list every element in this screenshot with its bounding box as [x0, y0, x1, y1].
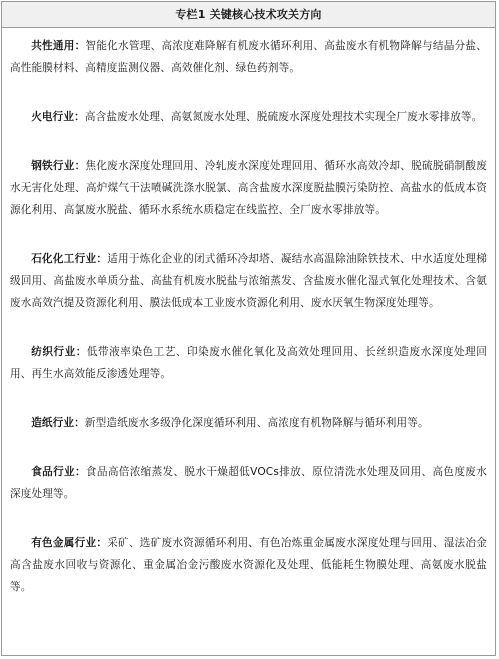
info-box: [1, 1, 496, 656]
section-label: 有色金属行业：: [31, 537, 108, 549]
section-text: 焦化废水深度处理回用、冷轧废水深度处理回用、循环水高效冷却、脱硫脱硝制酸废水无害化处理、高炉煤气干法喷碱洗涤水脱氯、高含盐废水深度脱盐膜污染防控、高盐水的低成本资源化利用、高氯废水脱盐、循环水系统水质稳定在线监控、全厂废水零排放等。: [10, 160, 488, 216]
section-text: 采矿、选矿废水资源循环利用、有色冶炼重金属废水深度处理与回用、湿法冶金高含盐废水回收与资源化、重金属冶金污酸废水资源化及处理、低能耗生物膜处理、高氨废水脱盐等。: [10, 537, 487, 593]
section-steel: [10, 155, 487, 221]
section-nonferrous: [10, 532, 487, 598]
section-label: 食品行业：: [31, 466, 86, 478]
section-common: [10, 35, 487, 79]
section-label: 火电行业：: [31, 111, 85, 123]
section-label: 石化化工行业：: [31, 253, 108, 265]
section-text: 高含盐废水处理、高氨氮废水处理、脱硫废水深度处理技术实现全厂废水零排放等。: [84, 111, 483, 123]
box-title: 专栏1 关键核心技术攻关方向: [2, 2, 495, 28]
section-label: 造纸行业：: [31, 417, 85, 429]
section-thermal-power: [10, 106, 487, 128]
section-text: 智能化水管理、高浓度难降解有机废水循环利用、高盐废水有机物降解与结晶分盐、高性能膜材料、高精度监测仪器、高效催化剂、绿色药剂等。: [10, 40, 488, 74]
section-textile: [10, 341, 487, 385]
section-petrochemical: [10, 248, 487, 314]
section-label: 共性通用：: [31, 40, 86, 52]
section-label: 纺织行业：: [31, 346, 87, 358]
section-label: 钢铁行业：: [31, 160, 86, 172]
section-text: 新型造纸废水多级净化深度循环利用、高浓度有机物降解与循环利用等。: [84, 417, 429, 429]
section-text: 低带液率染色工艺、印染废水催化氧化及高效处理回用、长丝织造废水深度处理回用、再生水高效能反渗透处理等。: [10, 346, 487, 380]
section-text: 适用于炼化企业的闭式循环冷却塔、凝结水高温除油除铁技术、中水适度处理梯级回用、高盐废水单质分盐、高盐有机废水脱盐与浓缩蒸发、含盐废水催化湿式氧化处理技术、含氨废水高效汽提及资源化利用、膜法低成本工业废水资源化利用、废水厌氧生物深度处理等。: [10, 253, 487, 309]
box-content: [10, 35, 487, 625]
section-text: 食品高倍浓缩蒸发、脱水干燥超低VOCs排放、原位清洗水处理及回用、高色度废水深度处理等。: [10, 466, 488, 500]
section-paper: [10, 412, 487, 434]
section-food: [10, 461, 487, 505]
